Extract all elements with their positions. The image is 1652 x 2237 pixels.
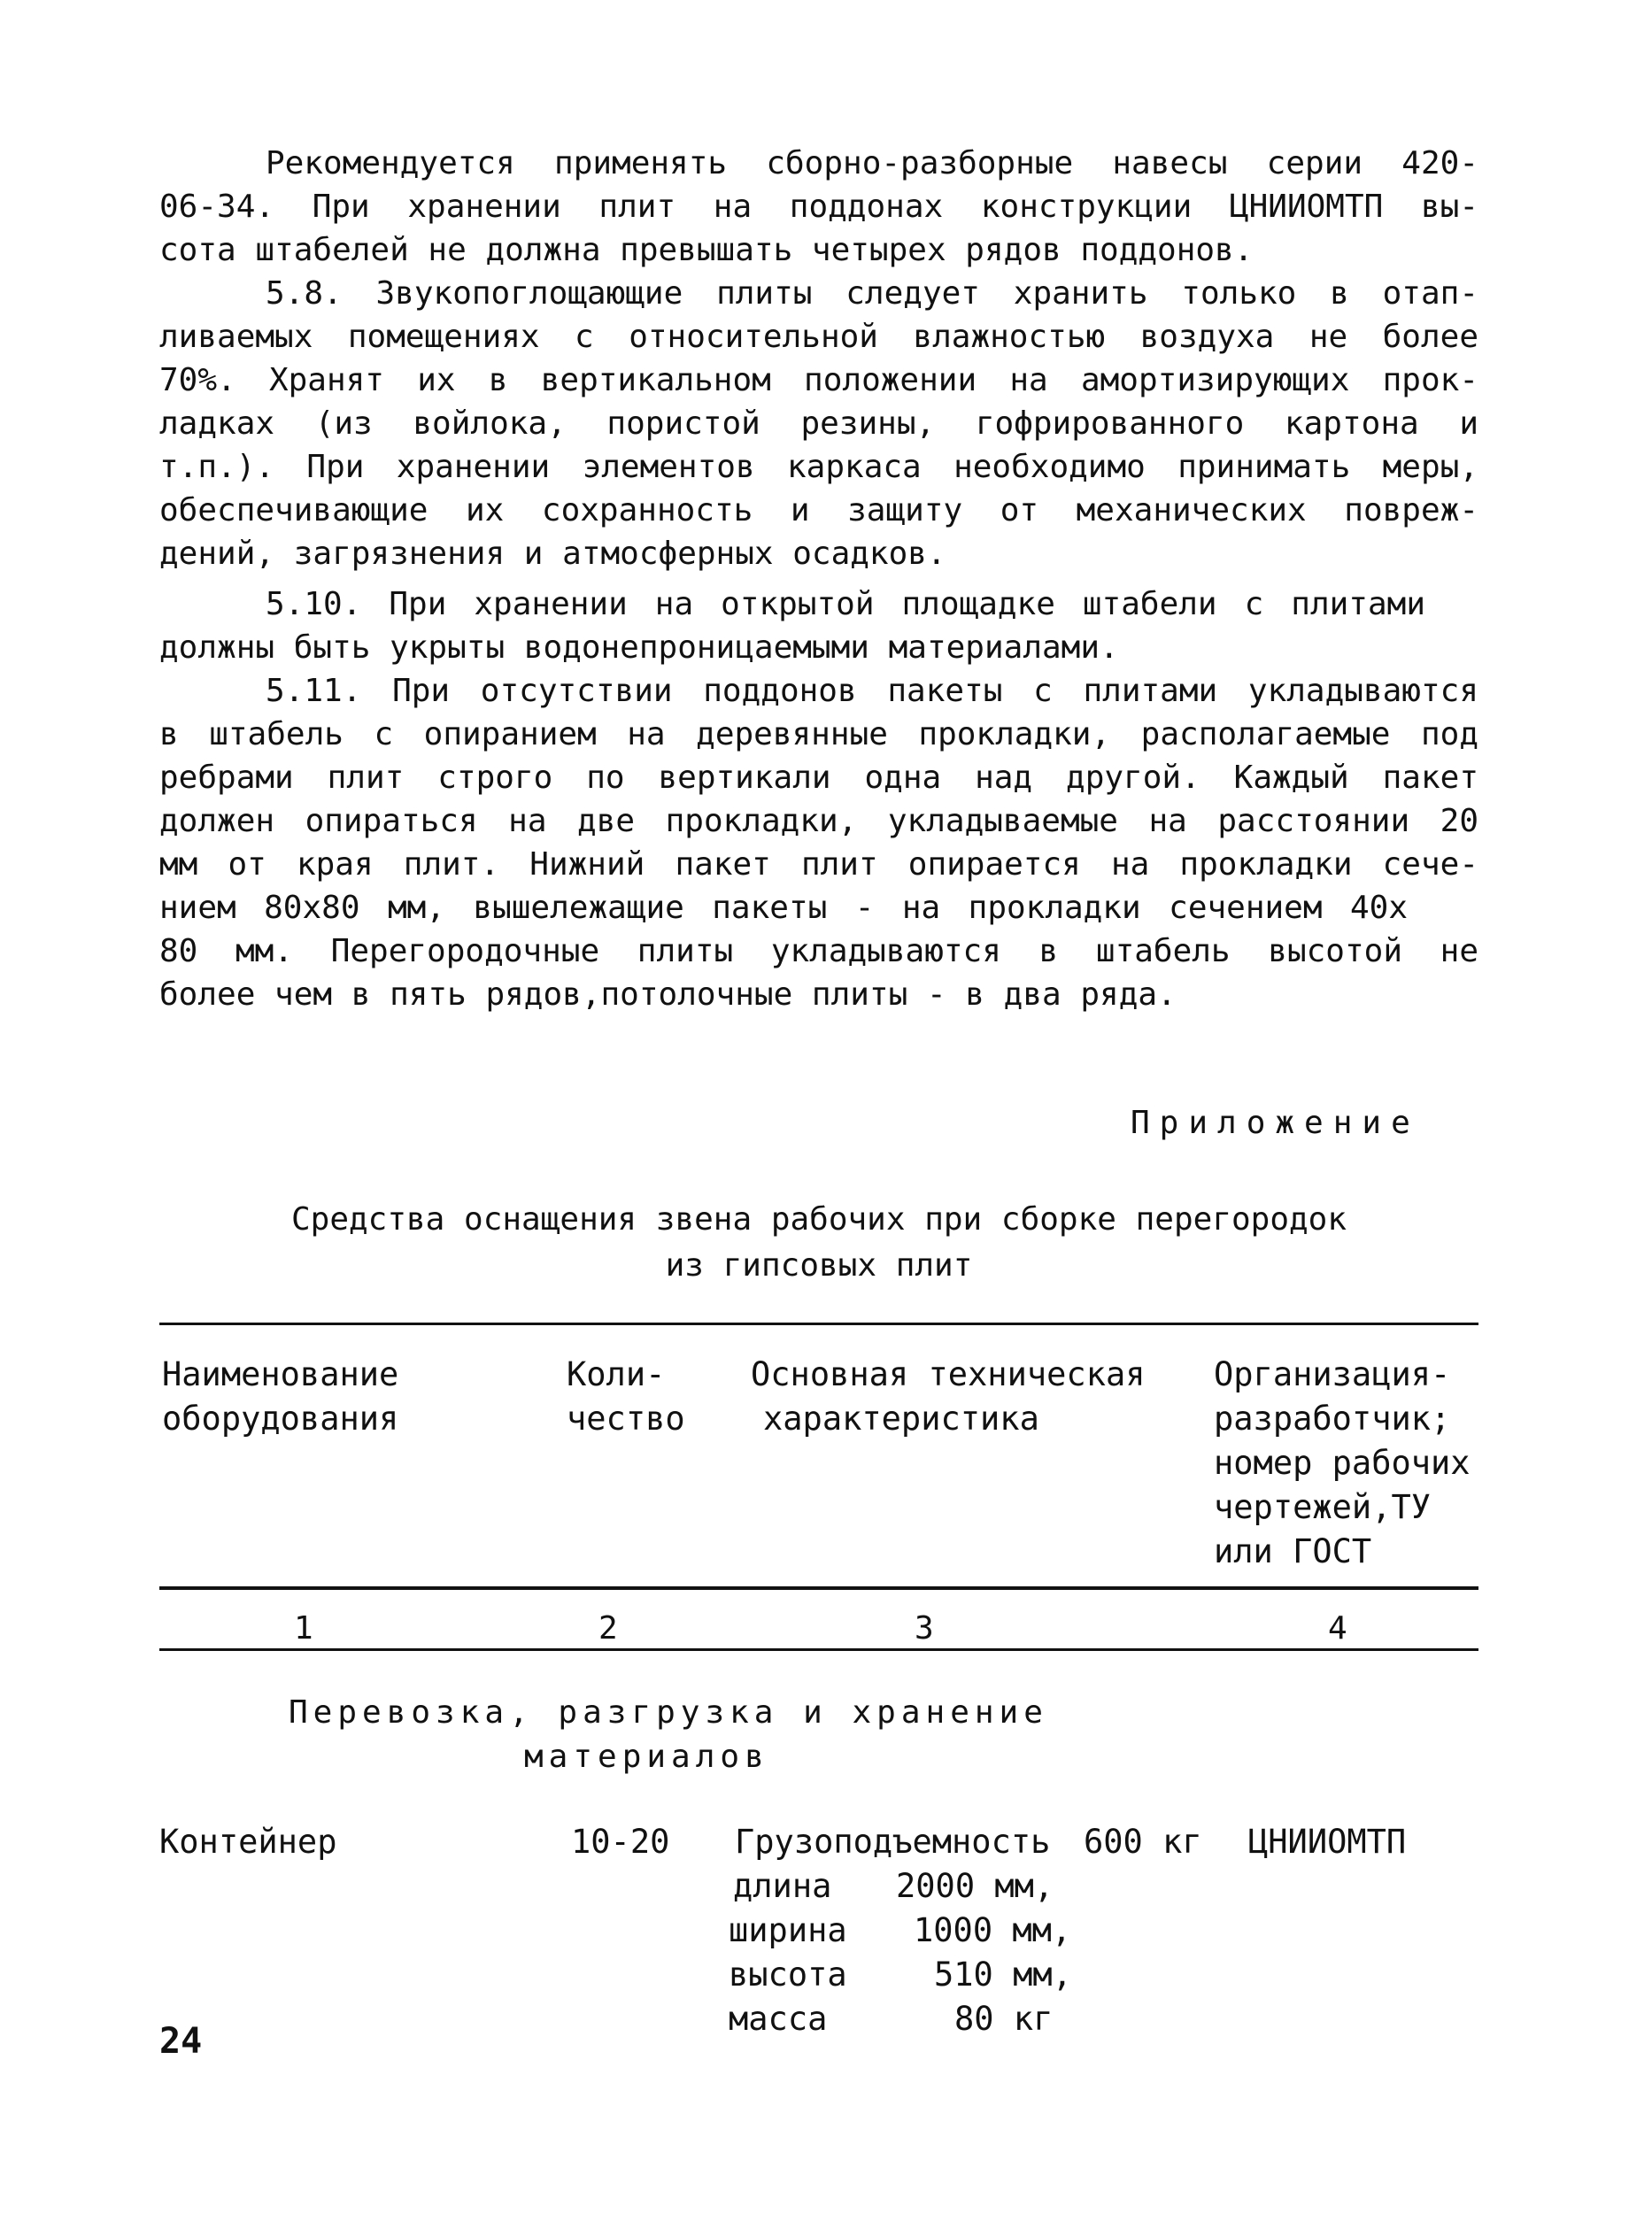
body-line: должны быть укрыты водонепроницаемыми материалами.	[159, 629, 1119, 666]
row-name: Контейнер	[159, 1823, 337, 1861]
body-line: обеспечивающие их сохранность и защиту от механических повреж-	[159, 492, 1478, 528]
body-line: сота штабелей не должна превышать четырех рядов поддонов.	[159, 232, 1254, 268]
row-organization: ЦНИИОМТП	[1248, 1823, 1407, 1861]
column-number: 1	[294, 1610, 313, 1647]
spec-label: масса	[729, 2000, 828, 2038]
table-caption-line-1: Средства оснащения звена рабочих при сборке перегородок	[290, 1201, 1347, 1238]
body-line: 5.11. При отсутствии поддонов пакеты с плитами укладываются	[266, 673, 1478, 709]
body-line: дений, загрязнения и атмосферных осадков.	[159, 536, 946, 572]
spec-value: 600 кг	[1084, 1823, 1202, 1861]
body-line: 5.10. При хранении на открытой площадке штабели с плитами	[266, 586, 1425, 622]
section-title-line-1: Перевозка, разгрузка и хранение	[289, 1694, 1048, 1731]
header-name: Наименование оборудования	[162, 1355, 399, 1438]
table-caption-line-2: из гипсовых плит	[665, 1247, 973, 1284]
body-line: 06-34. При хранении плит на поддонах конструкции ЦНИИОМТП вы-	[159, 189, 1478, 225]
appendix-title: Приложение	[1131, 1105, 1420, 1141]
column-number: 3	[915, 1610, 934, 1647]
spec-label: Грузоподъемность	[735, 1823, 1051, 1861]
table-top-rule	[159, 1323, 1478, 1325]
column-number: 4	[1328, 1610, 1347, 1647]
spec-label: длина	[733, 1867, 832, 1905]
spec-value: 2000 мм,	[896, 1867, 1054, 1905]
body-line: мм от края плит. Нижний пакет плит опирается на прокладки сече-	[159, 846, 1478, 883]
column-number-rule	[159, 1648, 1478, 1651]
body-line: в штабель с опиранием на деревянные прокладки, располагаемые под	[159, 716, 1478, 752]
header-spec: Основная техническая характеристика	[751, 1355, 1146, 1438]
body-line: 80 мм. Перегородочные плиты укладываются в штабель высотой не	[159, 933, 1478, 969]
header-organization: Организация- разработчик; номер рабочих чертежей,ТУ или ГОСТ	[1214, 1355, 1471, 1570]
spec-label: ширина	[729, 1911, 847, 1949]
spec-label: высота	[729, 1955, 847, 1994]
body-line: Рекомендуется применять сборно-разборные навесы серии 420-	[266, 145, 1478, 181]
body-line: 70%. Хранят их в вертикальном положении на амортизирующих прок-	[159, 362, 1478, 398]
body-line: 5.8. Звукопоглощающие плиты следует хранить только в отап-	[266, 275, 1478, 312]
spec-value: 510 мм,	[934, 1955, 1072, 1994]
table-header-rule	[159, 1586, 1478, 1590]
body-line: нием 80x80 мм, вышележащие пакеты - на прокладки сечением 40x	[159, 890, 1408, 926]
spec-value: 1000 мм,	[914, 1911, 1072, 1949]
row-quantity: 10-20	[571, 1823, 670, 1861]
page-number: 24	[159, 2021, 203, 2062]
header-quantity: Коли- чество	[567, 1355, 685, 1438]
body-line: более чем в пять рядов,потолочные плиты - в два ряда.	[159, 976, 1177, 1013]
body-line: ладках (из войлока, пористой резины, гофрированного картона и	[159, 405, 1478, 442]
spec-value: 80 кг	[954, 2000, 1054, 2038]
column-number: 2	[598, 1610, 618, 1647]
body-line: должен опираться на две прокладки, укладываемые на расстоянии 20	[159, 803, 1478, 839]
body-line: ребрами плит строго по вертикали одна над другой. Каждый пакет	[159, 760, 1478, 796]
body-line: ливаемых помещениях с относительной влажностью воздуха не более	[159, 319, 1478, 355]
section-title-line-2: материалов	[524, 1739, 769, 1775]
body-line: т.п.). При хранении элементов каркаса необходимо принимать меры,	[159, 449, 1478, 485]
